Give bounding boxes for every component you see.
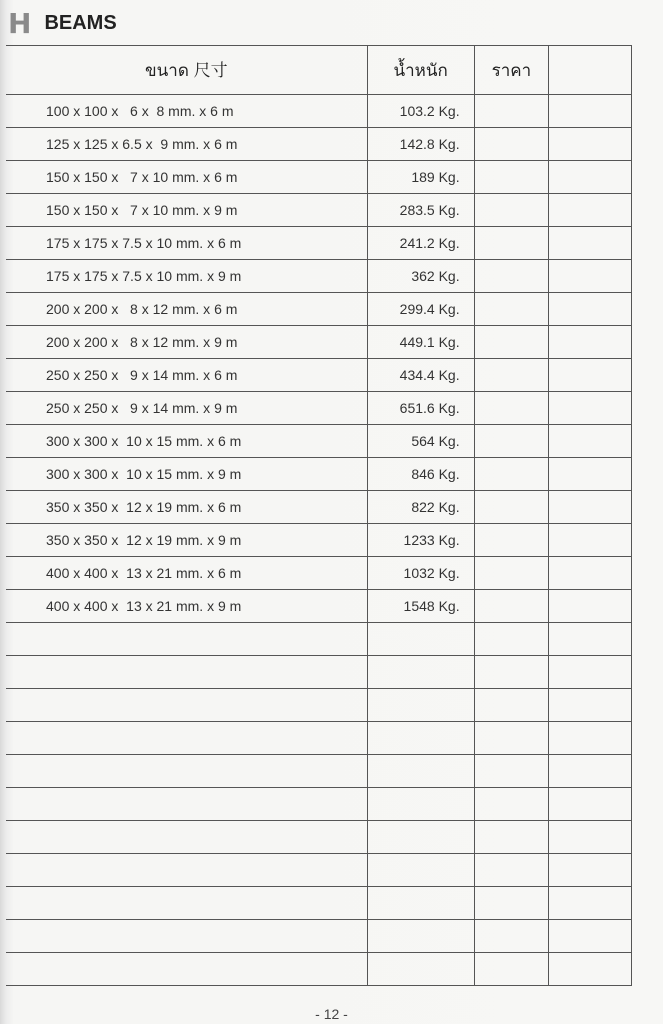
extra-cell: [549, 392, 632, 425]
price-cell: [474, 194, 549, 227]
extra-cell: [549, 359, 632, 392]
weight-cell: 822 Kg.: [367, 491, 474, 524]
table-row: [6, 953, 632, 986]
table-row: [6, 128, 632, 161]
weight-cell: 241.2 Kg.: [367, 227, 474, 260]
price-cell: [474, 359, 549, 392]
price-table: [6, 45, 632, 986]
size-cell: [6, 887, 367, 920]
table-row: [6, 689, 632, 722]
size-cell: 400 x 400 x 13 x 21 mm. x 6 m: [6, 557, 367, 590]
price-cell: [474, 887, 549, 920]
column-header-price: ราคา: [474, 46, 549, 95]
weight-cell: 299.4 Kg.: [367, 293, 474, 326]
price-cell: [474, 293, 549, 326]
weight-cell: [367, 920, 474, 953]
weight-cell: [367, 689, 474, 722]
table-row: [6, 293, 632, 326]
page-title: BEAMS: [44, 11, 117, 34]
extra-cell: [549, 194, 632, 227]
table-row: [6, 359, 632, 392]
weight-cell: [367, 623, 474, 656]
extra-cell: [549, 887, 632, 920]
size-cell: 400 x 400 x 13 x 21 mm. x 9 m: [6, 590, 367, 623]
weight-cell: [367, 821, 474, 854]
size-cell: [6, 821, 367, 854]
size-cell: 250 x 250 x 9 x 14 mm. x 9 m: [6, 392, 367, 425]
table-row: [6, 392, 632, 425]
table-row: [6, 95, 632, 128]
weight-cell: [367, 854, 474, 887]
price-cell: [474, 854, 549, 887]
table-row: [6, 491, 632, 524]
size-cell: 250 x 250 x 9 x 14 mm. x 6 m: [6, 359, 367, 392]
weight-cell: 362 Kg.: [367, 260, 474, 293]
extra-cell: [549, 722, 632, 755]
extra-cell: [549, 491, 632, 524]
size-cell: 150 x 150 x 7 x 10 mm. x 9 m: [6, 194, 367, 227]
column-header-size: ขนาด 尺寸: [6, 46, 367, 95]
weight-cell: 1548 Kg.: [367, 590, 474, 623]
table-row: [6, 557, 632, 590]
price-cell: [474, 920, 549, 953]
price-cell: [474, 425, 549, 458]
weight-cell: 1032 Kg.: [367, 557, 474, 590]
price-cell: [474, 557, 549, 590]
size-cell: [6, 854, 367, 887]
size-cell: [6, 623, 367, 656]
weight-cell: 189 Kg.: [367, 161, 474, 194]
extra-cell: [549, 293, 632, 326]
table-header-row: [6, 46, 632, 95]
price-cell: [474, 722, 549, 755]
size-cell: 200 x 200 x 8 x 12 mm. x 9 m: [6, 326, 367, 359]
extra-cell: [549, 854, 632, 887]
extra-cell: [549, 128, 632, 161]
weight-cell: 564 Kg.: [367, 425, 474, 458]
size-cell: 150 x 150 x 7 x 10 mm. x 6 m: [6, 161, 367, 194]
extra-cell: [549, 590, 632, 623]
size-cell: [6, 722, 367, 755]
size-cell: [6, 689, 367, 722]
price-cell: [474, 821, 549, 854]
size-cell: 300 x 300 x 10 x 15 mm. x 6 m: [6, 425, 367, 458]
extra-cell: [549, 425, 632, 458]
price-cell: [474, 260, 549, 293]
table-row: [6, 524, 632, 557]
price-cell: [474, 491, 549, 524]
weight-cell: [367, 788, 474, 821]
extra-cell: [549, 161, 632, 194]
table-row: [6, 260, 632, 293]
extra-cell: [549, 326, 632, 359]
price-cell: [474, 953, 549, 986]
extra-cell: [549, 821, 632, 854]
section-letter: H: [8, 6, 31, 40]
weight-cell: 846 Kg.: [367, 458, 474, 491]
weight-cell: [367, 953, 474, 986]
price-cell: [474, 128, 549, 161]
size-cell: 100 x 100 x 6 x 8 mm. x 6 m: [6, 95, 367, 128]
extra-cell: [549, 689, 632, 722]
extra-cell: [549, 524, 632, 557]
price-cell: [474, 524, 549, 557]
table-row: [6, 887, 632, 920]
table-row: [6, 920, 632, 953]
weight-cell: 142.8 Kg.: [367, 128, 474, 161]
price-cell: [474, 392, 549, 425]
table-body: [6, 95, 632, 986]
section-header: [8, 6, 117, 40]
extra-cell: [549, 227, 632, 260]
price-cell: [474, 458, 549, 491]
extra-cell: [549, 557, 632, 590]
table-row: [6, 227, 632, 260]
extra-cell: [549, 755, 632, 788]
weight-cell: 103.2 Kg.: [367, 95, 474, 128]
weight-cell: [367, 656, 474, 689]
table-row: [6, 722, 632, 755]
size-cell: 200 x 200 x 8 x 12 mm. x 6 m: [6, 293, 367, 326]
size-cell: [6, 755, 367, 788]
weight-cell: 651.6 Kg.: [367, 392, 474, 425]
weight-cell: 449.1 Kg.: [367, 326, 474, 359]
size-cell: [6, 953, 367, 986]
size-cell: 175 x 175 x 7.5 x 10 mm. x 9 m: [6, 260, 367, 293]
extra-cell: [549, 458, 632, 491]
table-row: [6, 590, 632, 623]
size-cell: 300 x 300 x 10 x 15 mm. x 9 m: [6, 458, 367, 491]
extra-cell: [549, 656, 632, 689]
page-number: - 12 -: [315, 1006, 348, 1022]
weight-cell: [367, 755, 474, 788]
size-cell: 350 x 350 x 12 x 19 mm. x 9 m: [6, 524, 367, 557]
price-cell: [474, 623, 549, 656]
price-cell: [474, 95, 549, 128]
price-cell: [474, 656, 549, 689]
table-row: [6, 656, 632, 689]
extra-cell: [549, 920, 632, 953]
price-cell: [474, 755, 549, 788]
price-cell: [474, 326, 549, 359]
extra-cell: [549, 953, 632, 986]
table-row: [6, 458, 632, 491]
size-cell: [6, 920, 367, 953]
table-row: [6, 425, 632, 458]
weight-cell: [367, 887, 474, 920]
extra-cell: [549, 95, 632, 128]
weight-cell: 283.5 Kg.: [367, 194, 474, 227]
size-cell: [6, 656, 367, 689]
weight-cell: 1233 Kg.: [367, 524, 474, 557]
extra-cell: [549, 623, 632, 656]
table-row: [6, 755, 632, 788]
price-cell: [474, 788, 549, 821]
table-row: [6, 821, 632, 854]
table-row: [6, 788, 632, 821]
table-row: [6, 161, 632, 194]
size-cell: [6, 788, 367, 821]
column-header-weight: น้ำหนัก: [367, 46, 474, 95]
table-row: [6, 326, 632, 359]
size-cell: 175 x 175 x 7.5 x 10 mm. x 6 m: [6, 227, 367, 260]
price-cell: [474, 161, 549, 194]
size-cell: 350 x 350 x 12 x 19 mm. x 6 m: [6, 491, 367, 524]
table-row: [6, 194, 632, 227]
column-header-extra: [549, 46, 632, 95]
price-cell: [474, 590, 549, 623]
table-row: [6, 623, 632, 656]
table-row: [6, 854, 632, 887]
extra-cell: [549, 260, 632, 293]
size-cell: 125 x 125 x 6.5 x 9 mm. x 6 m: [6, 128, 367, 161]
weight-cell: 434.4 Kg.: [367, 359, 474, 392]
price-cell: [474, 227, 549, 260]
price-cell: [474, 689, 549, 722]
weight-cell: [367, 722, 474, 755]
extra-cell: [549, 788, 632, 821]
